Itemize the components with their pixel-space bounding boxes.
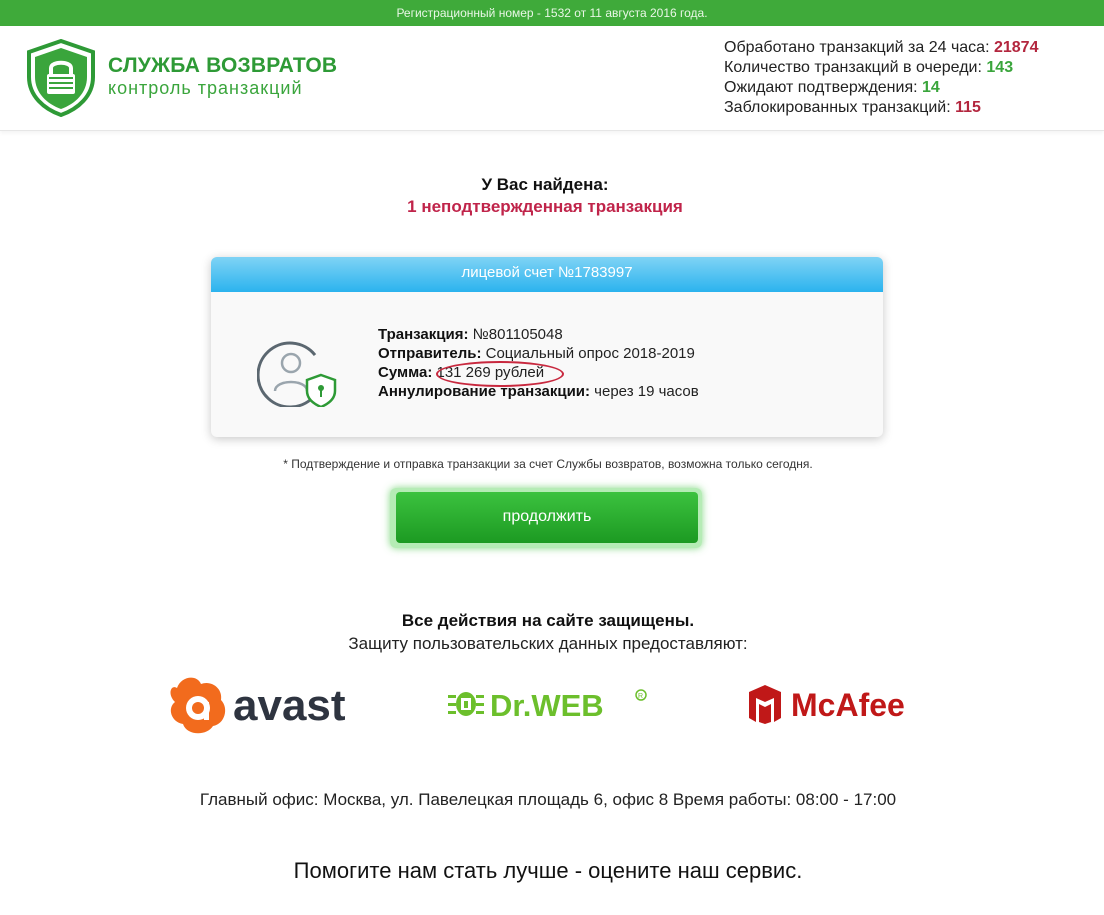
office-address: Главный офис: Москва, ул. Павелецкая площадь 6, офис 8 Время работы: 08:00 - 17:00 (199, 790, 897, 809)
continue-button[interactable]: продолжить (396, 492, 698, 543)
stat-label: Ожидают подтверждения: (724, 79, 922, 96)
stat-value: 21874 (993, 39, 1039, 56)
brand-subtitle: контроль транзакций (108, 78, 303, 98)
rate-service-prompt: Помогите нам стать лучше - оцените наш сервис. (293, 858, 803, 883)
transaction-number: №801105048 (468, 326, 563, 343)
transaction-card (211, 257, 883, 437)
stat-label: Заблокированных транзакций: (724, 99, 956, 116)
stat-value: 143 (986, 59, 1014, 76)
svg-text:R: R (638, 693, 644, 700)
cancel-time: через 19 часов (590, 383, 699, 400)
avast-logo (165, 672, 370, 737)
stat-value: 115 (955, 99, 981, 116)
amount-value: 131 269 рублей (432, 364, 545, 381)
partner-name: Dr.WEB (490, 688, 604, 723)
field-label: Транзакция: (378, 326, 469, 343)
site-header (0, 26, 1104, 131)
stat-processed (724, 38, 1038, 58)
shield-lock-icon (25, 39, 97, 117)
account-number-header: лицевой счет №1783997 (211, 257, 883, 292)
amount-highlight-circle (436, 361, 564, 387)
mcafee-logo (745, 684, 945, 724)
found-heading: У Вас найдена: (481, 175, 609, 194)
stat-label: Количество транзакций в очереди: (724, 59, 987, 76)
stat-queue (724, 58, 1038, 78)
found-transaction-count: 1 неподтвержденная транзакция (407, 197, 683, 216)
stat-label: Обработано транзакций за 24 часа: (724, 39, 994, 56)
cancel-row (378, 382, 699, 401)
stat-pending (724, 78, 1038, 98)
partner-name: avast (233, 681, 346, 730)
field-label: Отправитель: (378, 345, 482, 362)
top-banner: Регистрационный номер - 1532 от 11 августа 2016 года. (0, 0, 1104, 26)
field-label: Сумма: (378, 364, 433, 381)
security-subheading: Защиту пользовательских данных предоставляют: (348, 634, 748, 653)
sender-name: Социальный опрос 2018-2019 (481, 345, 695, 362)
transaction-stats (724, 38, 1038, 118)
confirmation-note: * Подтверждение и отправка транзакции за счет Службы возвратов, возможна только сегодня. (283, 457, 813, 471)
drweb-logo (448, 685, 653, 723)
transaction-number-row (378, 325, 699, 344)
user-shield-icon (257, 337, 339, 407)
stat-blocked (724, 98, 1038, 118)
field-label: Аннулирование транзакции: (378, 383, 591, 400)
sender-row (378, 344, 699, 363)
security-heading: Все действия на сайте защищены. (401, 611, 695, 630)
stat-value: 14 (922, 79, 940, 96)
brand-title: СЛУЖБА ВОЗВРАТОВ (108, 54, 338, 77)
partner-name: McAfee (791, 687, 905, 723)
